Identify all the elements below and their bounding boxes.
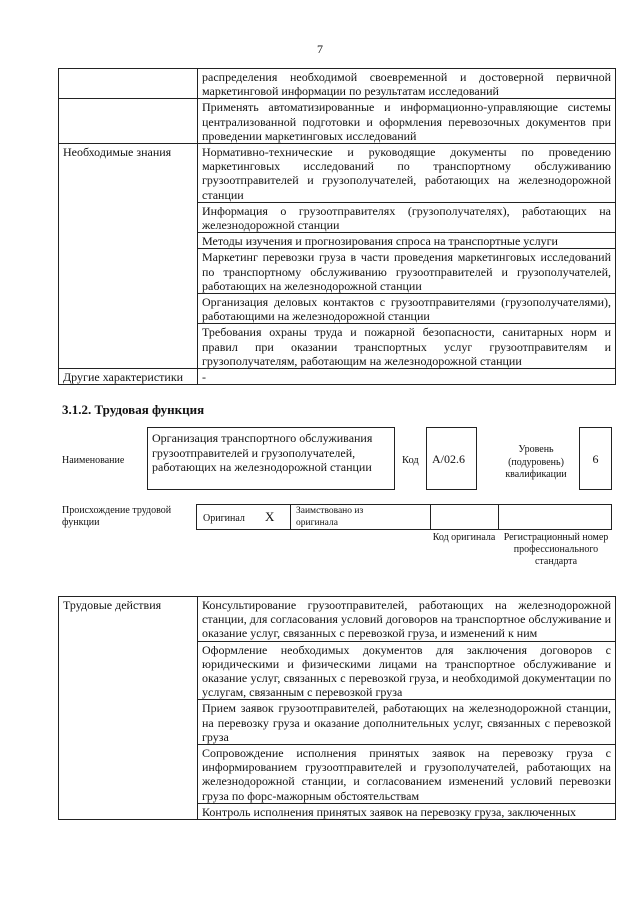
origin-divider-3 (498, 504, 499, 530)
name-label: Наименование (62, 455, 125, 466)
knowledge-table (58, 68, 616, 385)
original-label: Оригинал (203, 513, 245, 524)
borrowed-label: Заимствовано из оригинала (296, 506, 364, 528)
row-label-other: Другие характеристики (59, 369, 198, 385)
name-value: Организация транспортного обслуживания грузоотправителей и грузополучателей, работающих на железнодорожной станции (152, 431, 373, 474)
table-row (59, 69, 616, 99)
row-text: - (198, 369, 616, 385)
row-label-knowledge: Необходимые знания (59, 144, 198, 369)
code-label: Код (402, 455, 419, 466)
row-label-actions: Трудовые действия (59, 597, 198, 820)
row-text: Информация о грузоотправителях (грузополучателях), работающих на железнодорожной станции (198, 202, 616, 232)
page-number: 7 (317, 42, 323, 56)
reg-number-caption: Регистрационный номер профессионального стандарта (503, 532, 609, 567)
table-row (59, 144, 616, 203)
row-text: Требования охраны труда и пожарной безопасности, санитарных норм и правил при оказании транспортных услуг грузоотправителям и грузополучателям, работающим на железнодорожной станции (198, 324, 616, 369)
row-text: Прием заявок грузоотправителей, работающих на железнодорожной станции, на перевозку груза и оказание дополнительных услуг, связанных с перевозкой груза (198, 700, 616, 745)
row-text: распределения необходимой своевременной и достоверной первичной маркетинговой информации по результатам исследований (198, 69, 616, 99)
level-label: Уровень (подуровень) квалификации (505, 444, 567, 480)
section-title: 3.1.2. Трудовая функция (62, 402, 205, 417)
table-row (59, 99, 616, 144)
row-text: Оформление необходимых документов для заключения договоров с юридическими и физическими лицами на транспортное обслуживание и оказание услуг, связанных с перевозкой груза, и необходимой документации по услугам, связанным с перевозкой груза (198, 641, 616, 700)
origin-divider-1 (290, 504, 291, 530)
row-text: Маркетинг перевозки груза в части проведения маркетинговых исследований по транспортному обслуживанию грузоотправителей и грузополучателей, работающих на железнодорожной станции (198, 249, 616, 294)
row-text: Нормативно-технические и руководящие документы по проведению маркетинговых исследований по транспортному обслуживанию грузоотправителей и грузополучателей, работающих на железнодорожной станции (198, 144, 616, 203)
row-text: Применять автоматизированные и информационно-управляющие системы централизованной подготовки и оформления перевозочных документов при проведении маркетинговых исследований (198, 99, 616, 144)
original-mark: X (265, 509, 275, 524)
row-text: Сопровождение исполнения принятых заявок на перевозку груза с информированием грузоотправителей и грузополучателей, работающих на железнодорожной станции, и согласованием изменений условий перевозки груза по форс-мажорным обстоятельствам (198, 745, 616, 804)
actions-table (58, 596, 616, 820)
row-text: Методы изучения и прогнозирования спроса на транспортные услуги (198, 233, 616, 249)
row-label (59, 69, 198, 99)
table-row (59, 369, 616, 385)
table-row (59, 597, 616, 642)
row-text: Организация деловых контактов с грузоотправителями (грузополучателями), работающими на железнодорожной станции (198, 294, 616, 324)
row-text: Консультирование грузоотправителей, работающих на железнодорожной станции, для согласования условий договоров на транспортное обслуживание и оказание услуг, связанных с перевозкой груза, и изменений к ним (198, 597, 616, 642)
origin-divider-2 (430, 504, 431, 530)
row-text: Контроль исполнения принятых заявок на перевозку груза, заключенных (198, 803, 616, 819)
code-original-caption: Код оригинала (432, 532, 496, 543)
origin-label: Происхождение трудовой функции (62, 505, 172, 528)
row-label (59, 99, 198, 144)
code-value: A/02.6 (432, 452, 465, 466)
level-value: 6 (592, 452, 599, 466)
